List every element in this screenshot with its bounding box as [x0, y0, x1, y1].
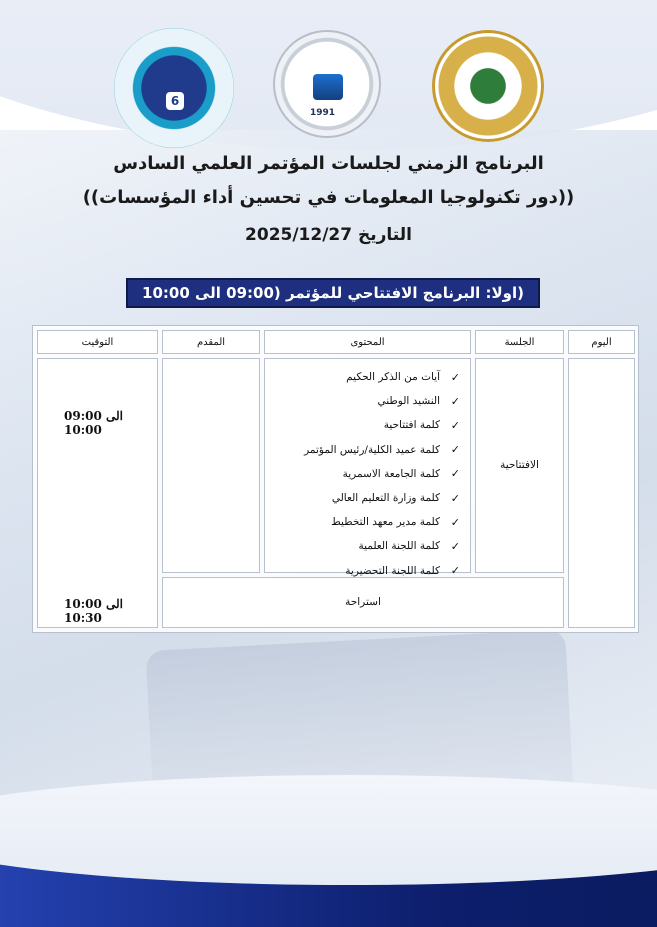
list-item: ✓ كلمة اللجنة العلمية: [358, 539, 460, 553]
list-item: ✓ كلمة عميد الكلية/رئيس المؤتمر: [304, 443, 460, 457]
check-icon: ✓: [450, 539, 460, 553]
check-icon: ✓: [450, 515, 460, 529]
header-content: المحتوى: [264, 330, 471, 354]
content-cell: [264, 358, 471, 578]
header-session: الجلسة: [475, 330, 564, 354]
header-presenter: المقدم: [162, 330, 260, 354]
check-icon: ✓: [450, 394, 460, 408]
check-icon: ✓: [450, 370, 460, 384]
bottom-curve-decoration: [0, 775, 657, 885]
check-icon: ✓: [450, 443, 460, 457]
book-icon: [313, 74, 343, 100]
list-item: ✓ كلمة وزارة التعليم العالي: [331, 491, 460, 505]
opening-time: 09:00 الى 10:00: [64, 409, 124, 437]
list-item: ✓ آيات من الذكر الحكيم: [346, 370, 460, 384]
break-cell: [162, 577, 564, 628]
faculty-year: 1991: [310, 108, 336, 118]
check-icon: ✓: [450, 491, 460, 505]
faculty-logo: [273, 30, 381, 138]
list-item: ✓ كلمة افتتاحية: [383, 418, 460, 432]
check-icon: ✓: [450, 418, 460, 432]
section-heading: (اولا: البرنامج الافتتاحي للمؤتمر (09:00 الى 10:00: [128, 280, 538, 306]
university-seal: [432, 30, 544, 142]
header-timing: التوقيت: [37, 330, 158, 354]
agenda-list: [265, 359, 470, 583]
conference-date: التاريخ 2025/12/27: [245, 225, 412, 245]
session-label: الافتتاحية: [500, 459, 539, 471]
conference-theme: ((دور تكنولوجيا المعلومات في تحسين أداء المؤسسات)): [82, 187, 575, 208]
check-icon: ✓: [450, 467, 460, 481]
check-icon: ✓: [450, 564, 460, 578]
timing-cell: [37, 358, 158, 628]
list-item: ✓ كلمة مدير معهد التخطيط: [331, 515, 460, 529]
list-item: ✓ كلمة الجامعة الاسمرية: [342, 467, 460, 481]
break-time: 10:00 الى 10:30: [64, 597, 124, 625]
page-title: البرنامج الزمني لجلسات المؤتمر العلمي السادس: [113, 153, 544, 174]
list-item: ✓ كلمة اللجنة التحضيرية: [345, 564, 460, 578]
list-item: ✓ النشيد الوطني: [377, 394, 460, 408]
session-cell: [475, 358, 564, 573]
day-cell: [568, 358, 635, 628]
conference-number: 6: [166, 92, 184, 110]
conference-logo: [114, 28, 234, 148]
presenter-cell: [162, 358, 260, 573]
header-day: اليوم: [568, 330, 635, 354]
break-label: استراحة: [345, 596, 381, 608]
